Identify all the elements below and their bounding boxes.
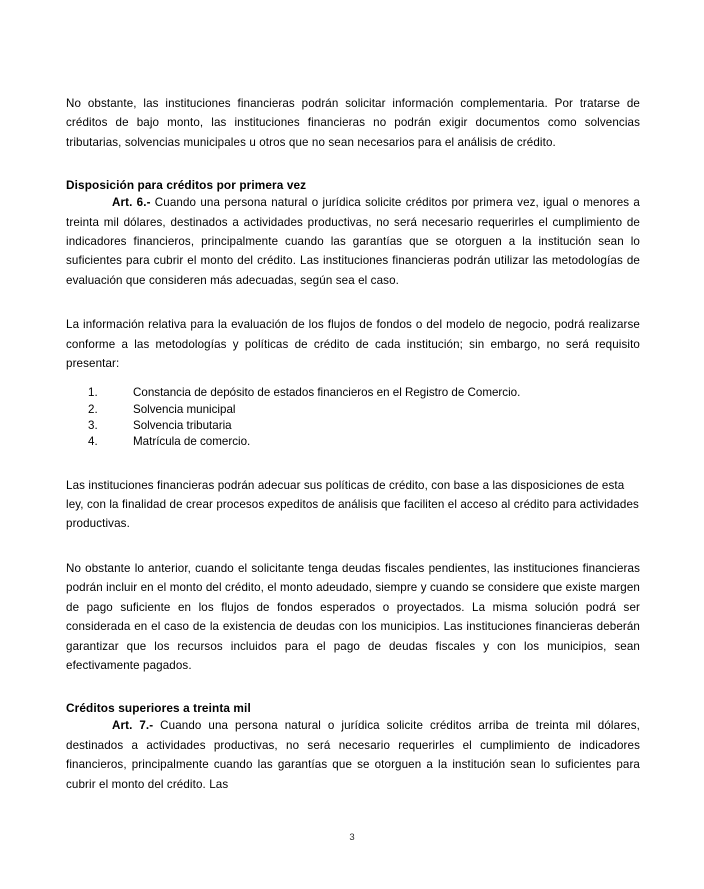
list-item [66,434,640,450]
document-body [66,94,640,794]
spacer [66,290,640,315]
spacer [66,675,640,700]
requirements-list [66,385,640,450]
list-item-number: 2. [88,402,98,416]
spacer [66,451,640,476]
list-item-label: Solvencia municipal [133,402,236,416]
article-7-label: Art. 7.- [112,719,154,733]
paragraph-deudas-fiscales: No obstante lo anterior, cuando el solicitante tenga deudas fiscales pendientes, las instituciones financieras podrán incluir en el monto del crédito, el monto adeudado, siempre y cuando se considere que existe margen de pago suficiente en los flujos de fondos esperados o proyectados. La misma solución podrá ser considerada en el caso de la existencia de deudas con los municipios. Las instituciones financieras deberán garantizar que los recursos incluidos para el pago de deudas fiscales y con los municipios, sean efectivamente pagados. [66,561,640,672]
spacer [66,373,640,385]
list-item [66,418,640,434]
list-item-number: 1. [88,386,98,400]
list-item-label: Matrícula de comercio. [133,435,251,449]
article-7 [66,716,640,794]
list-item [66,385,640,401]
paragraph-informacion-complementaria: No obstante, las instituciones financieras podrán solicitar información complementaria. Por tratarse de créditos de bajo monto, las instituciones financieras no podrán exigir documentos como solvencias tributarias, solvencias municipales u otros que no sean necesarios para el análisis de crédito. [66,97,640,149]
spacer [66,534,640,559]
paragraph-adecuar-politicas: Las instituciones financieras podrán adecuar sus políticas de crédito, con base a las disposiciones de esta ley, con la finalidad de crear procesos expeditos de análisis que faciliten el acceso al crédito para actividades productivas. [66,478,639,531]
list-item-number: 3. [88,419,98,433]
list-item-label: Solvencia tributaria [133,419,232,433]
list-item-label: Constancia de depósito de estados financieros en el Registro de Comercio. [133,386,521,400]
article-7-text: Cuando una persona natural o jurídica solicite créditos arriba de treinta mil dólares, destinados a actividades productivas, no será necesario requerirles el cumplimiento de indicadores financieros, principalmente cuando las garantías que se otorguen a la institución sean lo suficientes para cubrir el monto del crédito. Las [66,719,640,791]
article-6 [66,193,640,290]
article-6-text: Cuando una persona natural o jurídica solicite créditos por primera vez, igual o menores a treinta mil dólares, destinados a actividades productivas, no será necesario requerirles el cumplimiento de indicadores financieros, principalmente cuando las garantías que se otorguen a la institución sean lo suficientes para cubrir el monto del crédito. Las instituciones financieras podrán utilizar las metodologías de evaluación que consideren más adecuadas, según sea el caso. [66,196,640,287]
heading-creditos-superiores: Créditos superiores a treinta mil [66,701,251,716]
list-item [66,402,640,418]
spacer [66,152,640,177]
article-6-label: Art. 6.- [112,196,151,210]
heading-disposicion-primera-vez: Disposición para créditos por primera vez [66,178,307,193]
page-number: 3 [349,832,355,843]
paragraph-informacion-relativa: La información relativa para la evaluación de los flujos de fondos o del modelo de negocio, podrá realizarse conforme a las metodologías y políticas de crédito de cada institución; sin embargo, no será requisito presentar: [66,318,640,371]
list-item-number: 4. [88,435,98,449]
